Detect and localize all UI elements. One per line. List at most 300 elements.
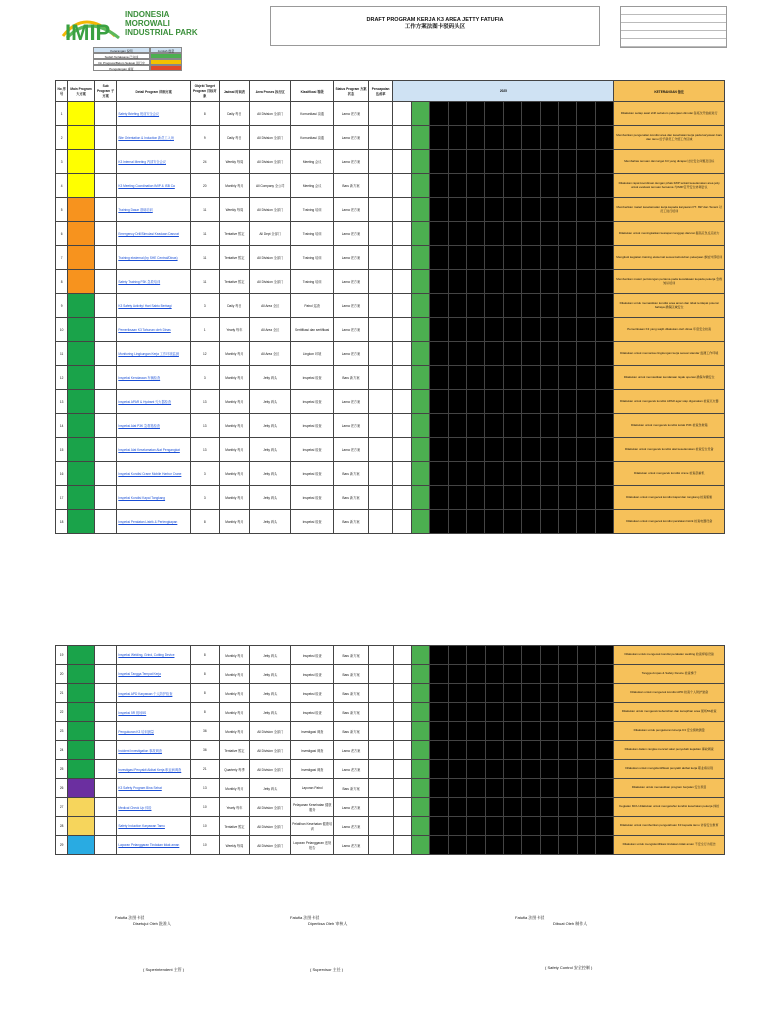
cell-month bbox=[448, 342, 466, 366]
cell-month bbox=[503, 665, 521, 684]
cell-month bbox=[540, 126, 558, 150]
cell-detail[interactable]: K3 Safety Program Bina Sehat bbox=[117, 779, 191, 798]
cell-main bbox=[68, 760, 95, 779]
cell-keterangan: Memberikan materi keselamatan kerja kepada karyawan PT. ISP dan Tenant 对员工进行培训 bbox=[614, 198, 725, 222]
cell-month bbox=[559, 646, 577, 665]
cell-month bbox=[467, 150, 485, 174]
program-table-bottom bbox=[55, 645, 725, 855]
cell-month bbox=[430, 703, 448, 722]
cell-detail[interactable]: Inspeksi Tangga Tempat Kerja bbox=[117, 665, 191, 684]
cell-month bbox=[411, 414, 429, 438]
cell-month bbox=[448, 414, 466, 438]
col-klasifikasi: Klasifikasi 等级 bbox=[291, 81, 334, 102]
cell-no: 5 bbox=[56, 198, 68, 222]
cell-month bbox=[540, 438, 558, 462]
cell-month bbox=[522, 779, 540, 798]
cell-main bbox=[68, 126, 95, 150]
cell-month bbox=[485, 684, 503, 703]
cell-klasifikasi: Investigasi 调查 bbox=[291, 760, 334, 779]
cell-target: 24 bbox=[190, 150, 219, 174]
cell-month bbox=[540, 703, 558, 722]
cell-pencapaian bbox=[368, 462, 393, 486]
cell-month bbox=[540, 150, 558, 174]
cell-month bbox=[595, 102, 614, 126]
cell-month bbox=[522, 366, 540, 390]
cell-detail[interactable]: K3 Internal Meeting 内部安全会议 bbox=[117, 150, 191, 174]
cell-month bbox=[393, 798, 411, 817]
table-row bbox=[56, 126, 725, 150]
cell-detail[interactable]: Safety Briefing 班前安全会议 bbox=[117, 102, 191, 126]
table-row bbox=[56, 222, 725, 246]
cell-month bbox=[577, 414, 595, 438]
cell-month bbox=[393, 270, 411, 294]
cell-month bbox=[448, 665, 466, 684]
cell-target: 3 bbox=[190, 486, 219, 510]
cell-no: 25 bbox=[56, 760, 68, 779]
cell-main bbox=[68, 684, 95, 703]
cell-month bbox=[467, 684, 485, 703]
cell-klasifikasi: Training 培训 bbox=[291, 246, 334, 270]
cell-month bbox=[411, 665, 429, 684]
cell-month bbox=[540, 510, 558, 534]
cell-pencapaian bbox=[368, 817, 393, 836]
cell-status: Baru 新方案 bbox=[334, 779, 369, 798]
cell-detail[interactable]: Inspeksi APD Karyawan 个人防护检查 bbox=[117, 684, 191, 703]
cell-keterangan: Dilakukan untuk memastikan kondisi area aman dan tidak terdapat potensi bahaya 确保区域安全 bbox=[614, 294, 725, 318]
cell-month bbox=[577, 222, 595, 246]
cell-klasifikasi: Lingkon 环境 bbox=[291, 342, 334, 366]
cell-main bbox=[68, 318, 95, 342]
cell-klasifikasi: Inspeksi 检查 bbox=[291, 486, 334, 510]
cell-month bbox=[540, 390, 558, 414]
cell-month bbox=[393, 294, 411, 318]
cell-month bbox=[448, 390, 466, 414]
col-no: No 序号 bbox=[56, 81, 68, 102]
cell-detail[interactable]: Inspeksi Welding, Grind, Cutting Device bbox=[117, 646, 191, 665]
cell-month bbox=[485, 222, 503, 246]
title-cn: 工作方案法图卡驳码头区 bbox=[404, 24, 466, 30]
cell-month bbox=[577, 684, 595, 703]
table-row bbox=[56, 722, 725, 741]
cell-target: 13 bbox=[190, 438, 219, 462]
cell-month bbox=[503, 126, 521, 150]
cell-month bbox=[485, 366, 503, 390]
cell-month bbox=[448, 270, 466, 294]
cell-no: 29 bbox=[56, 836, 68, 855]
cell-keterangan: Dilakukan dalam rangka mencari akar penyebab kejadian 事故调查 bbox=[614, 741, 725, 760]
cell-month bbox=[411, 722, 429, 741]
cell-month bbox=[559, 126, 577, 150]
cell-main bbox=[68, 741, 95, 760]
cell-month bbox=[503, 760, 521, 779]
cell-target: 8 bbox=[191, 646, 220, 665]
cell-status: Lama 老方案 bbox=[334, 246, 369, 270]
cell-area: Jetty 码头 bbox=[250, 366, 291, 390]
cell-target: 8 bbox=[190, 510, 219, 534]
cell-detail[interactable]: Inspeksi Alat P3K 急救箱检查 bbox=[117, 414, 191, 438]
cell-status: Lama 老方案 bbox=[334, 294, 369, 318]
cell-month bbox=[540, 646, 558, 665]
cell-month bbox=[467, 390, 485, 414]
col-target: Objekt Target Program 目标对象 bbox=[190, 81, 219, 102]
cell-keterangan: Membahas temuan dan target K3 yang dicapai 讨论安全问题及目标 bbox=[614, 150, 725, 174]
cell-month bbox=[595, 741, 613, 760]
table-row bbox=[56, 486, 725, 510]
col-area: Area Proses 执行区 bbox=[250, 81, 291, 102]
cell-month bbox=[559, 510, 577, 534]
cell-month bbox=[559, 222, 577, 246]
cell-month bbox=[503, 438, 521, 462]
cell-month bbox=[485, 438, 503, 462]
cell-status: Baru 新方案 bbox=[334, 722, 369, 741]
document-title bbox=[270, 6, 600, 46]
cell-month bbox=[540, 462, 558, 486]
table-row bbox=[56, 366, 725, 390]
cell-main bbox=[68, 510, 95, 534]
cell-month bbox=[577, 665, 595, 684]
cell-detail[interactable]: Inspeksi APAR & Hydrant 灭火器检查 bbox=[117, 390, 191, 414]
cell-pencapaian bbox=[368, 318, 393, 342]
cell-month bbox=[411, 294, 429, 318]
cell-month bbox=[503, 462, 521, 486]
cell-month bbox=[503, 414, 521, 438]
cell-sub bbox=[94, 798, 117, 817]
cell-month bbox=[430, 722, 448, 741]
cell-pencapaian bbox=[368, 294, 393, 318]
cell-no: 26 bbox=[56, 779, 68, 798]
cell-area: All Area 全区 bbox=[250, 342, 291, 366]
cell-month bbox=[467, 294, 485, 318]
cell-target: 8 bbox=[190, 102, 219, 126]
cell-keterangan: Tangga Ampas & Safety Device 检查梯子 bbox=[614, 665, 725, 684]
table-row bbox=[56, 665, 725, 684]
cell-month bbox=[540, 779, 558, 798]
cell-month bbox=[503, 270, 521, 294]
cell-klasifikasi: Inspeksi 检查 bbox=[291, 366, 334, 390]
cell-target: 13 bbox=[191, 779, 220, 798]
cell-keterangan: Dilakukan untuk mengecek kondisi peralatan listrik 检查电器设备 bbox=[614, 510, 725, 534]
cell-klasifikasi: Training 培训 bbox=[291, 198, 334, 222]
cell-klasifikasi: Inspeksi 检查 bbox=[291, 510, 334, 534]
cell-main bbox=[68, 198, 95, 222]
cell-month bbox=[522, 270, 540, 294]
cell-pencapaian bbox=[368, 126, 393, 150]
cell-detail[interactable]: Emergency Drill/Simulasi Keadaan Darurat bbox=[117, 222, 191, 246]
cell-pencapaian bbox=[368, 198, 393, 222]
cell-status: Lama 老方案 bbox=[334, 150, 369, 174]
cell-klasifikasi: Inspeksi 检查 bbox=[291, 684, 334, 703]
sig-role: ( Supervisor 主任 ) bbox=[310, 967, 344, 972]
cell-jadwal: Quarterly 每季 bbox=[219, 760, 250, 779]
cell-month bbox=[485, 318, 503, 342]
cell-month bbox=[577, 646, 595, 665]
cell-no: 8 bbox=[56, 270, 68, 294]
cell-no: 13 bbox=[56, 390, 68, 414]
cell-month bbox=[595, 486, 614, 510]
cell-pencapaian bbox=[368, 342, 393, 366]
cell-month bbox=[448, 174, 466, 198]
cell-target: 8 bbox=[191, 703, 220, 722]
cell-month bbox=[595, 270, 614, 294]
table-row bbox=[56, 150, 725, 174]
cell-month bbox=[467, 760, 485, 779]
cell-detail[interactable]: Incident Investigation 事故调查 bbox=[117, 741, 191, 760]
cell-detail[interactable]: K3 Safety Activity/ Hari Sabtu Berbagi bbox=[117, 294, 191, 318]
cell-month bbox=[485, 294, 503, 318]
legend-swatch-repeat bbox=[150, 65, 182, 71]
cell-sub bbox=[94, 294, 116, 318]
cell-status: Baru 新方案 bbox=[334, 703, 369, 722]
cell-month bbox=[485, 486, 503, 510]
cell-month bbox=[577, 798, 595, 817]
cell-month bbox=[577, 741, 595, 760]
cell-klasifikasi: Sertifikasi dan sertifikasi bbox=[291, 318, 334, 342]
cell-klasifikasi: Pelayanan Kesehatan 健康服务 bbox=[291, 798, 334, 817]
table-row bbox=[56, 102, 725, 126]
cell-month bbox=[448, 836, 466, 855]
cell-target: 8 bbox=[191, 665, 220, 684]
cell-detail[interactable]: Pemeriksaan K3 Tahunan oleh Dinas bbox=[117, 318, 191, 342]
cell-month bbox=[559, 294, 577, 318]
table-row bbox=[56, 414, 725, 438]
col-detail: Detail Program 详细方案 bbox=[117, 81, 191, 102]
cell-detail[interactable]: Medical Check Up 体检 bbox=[117, 798, 191, 817]
cell-month bbox=[540, 817, 558, 836]
sig-by: Disetujui Oleh 批准人 bbox=[133, 921, 172, 926]
cell-jadwal: Monthly 每月 bbox=[219, 646, 250, 665]
cell-month bbox=[430, 342, 448, 366]
cell-pencapaian bbox=[368, 174, 393, 198]
cell-month bbox=[411, 741, 429, 760]
cell-month bbox=[577, 198, 595, 222]
table-row bbox=[56, 779, 725, 798]
table-row bbox=[56, 438, 725, 462]
cell-main bbox=[68, 222, 95, 246]
cell-status: Lama 老方案 bbox=[334, 198, 369, 222]
cell-jadwal: Weekly 每周 bbox=[219, 198, 250, 222]
cell-month bbox=[485, 342, 503, 366]
cell-month bbox=[430, 684, 448, 703]
cell-main bbox=[68, 665, 95, 684]
cell-month bbox=[595, 222, 614, 246]
cell-month bbox=[430, 126, 448, 150]
cell-area: All Division 全部门 bbox=[250, 246, 291, 270]
cell-keterangan: Dilakukan untuk mengecek kondisi kapal dan tongkang 检查船舶 bbox=[614, 486, 725, 510]
cell-detail[interactable]: Training eksternal (by SHE Central/Dinas) bbox=[117, 246, 191, 270]
cell-jadwal: Monthly 每月 bbox=[219, 510, 250, 534]
table-row bbox=[56, 246, 725, 270]
cell-target: 11 bbox=[190, 222, 219, 246]
cell-area: All Company 全公司 bbox=[250, 174, 291, 198]
cell-status: Lama 老方案 bbox=[334, 102, 369, 126]
cell-month bbox=[503, 646, 521, 665]
cell-keterangan: Dilakukan rapat koordinasi dengan pihak IMIP terkait keselamatan area jetty untuk evaluasi temuan bersama 与IMIP召开安全协调会议 bbox=[614, 174, 725, 198]
cell-month bbox=[411, 438, 429, 462]
cell-month bbox=[540, 665, 558, 684]
cell-month bbox=[448, 198, 466, 222]
cell-month bbox=[393, 779, 411, 798]
cell-target: 11 bbox=[190, 246, 219, 270]
cell-detail[interactable]: Inspeksi 5R 现场5S bbox=[117, 703, 191, 722]
cell-month bbox=[522, 198, 540, 222]
cell-area: Jetty 码头 bbox=[250, 462, 291, 486]
cell-detail[interactable]: Pengukuran K3 培训测量 bbox=[117, 722, 191, 741]
cell-month bbox=[485, 741, 503, 760]
cell-pencapaian bbox=[368, 150, 393, 174]
cell-sub bbox=[94, 198, 116, 222]
cell-month bbox=[540, 760, 558, 779]
cell-month bbox=[485, 760, 503, 779]
cell-jadwal: Monthly 每月 bbox=[219, 486, 250, 510]
cell-sub bbox=[94, 126, 116, 150]
cell-month bbox=[595, 836, 613, 855]
cell-month bbox=[430, 222, 448, 246]
cell-month bbox=[393, 102, 411, 126]
cell-month bbox=[448, 102, 466, 126]
cell-detail[interactable]: K3 Meeting Coordination IMIP & ISB Ca bbox=[117, 174, 191, 198]
cell-month bbox=[393, 198, 411, 222]
table-row bbox=[56, 318, 725, 342]
cell-month bbox=[577, 486, 595, 510]
cell-detail[interactable]: Inspeksi Kondisi Crane Mobile Harbor Crane bbox=[117, 462, 191, 486]
cell-month bbox=[448, 126, 466, 150]
cell-month bbox=[559, 462, 577, 486]
cell-pencapaian bbox=[368, 102, 393, 126]
table-row bbox=[56, 294, 725, 318]
cell-month bbox=[393, 150, 411, 174]
cell-main bbox=[68, 294, 95, 318]
cell-sub bbox=[94, 760, 117, 779]
cell-month bbox=[503, 684, 521, 703]
cell-month bbox=[522, 222, 540, 246]
cell-keterangan: Dilakukan untuk mengidentifikasi tindakan tidak aman 不安全行为报告 bbox=[614, 836, 725, 855]
cell-detail[interactable]: Laporan Pelanggaran Tindakan tidak aman bbox=[117, 836, 191, 855]
cell-month bbox=[577, 438, 595, 462]
program-table bbox=[55, 80, 725, 534]
cell-month bbox=[595, 817, 613, 836]
cell-main bbox=[68, 836, 95, 855]
cell-detail[interactable]: Training Dasar 基础培训 bbox=[117, 198, 191, 222]
cell-jadwal: Tentative 暂定 bbox=[219, 741, 250, 760]
cell-no: 7 bbox=[56, 246, 68, 270]
cell-month bbox=[430, 779, 448, 798]
cell-month bbox=[393, 722, 411, 741]
cell-month bbox=[577, 318, 595, 342]
cell-month bbox=[540, 722, 558, 741]
table-row bbox=[56, 174, 725, 198]
cell-area: All Division 全部门 bbox=[250, 270, 291, 294]
cell-jadwal: Monthly 每月 bbox=[219, 438, 250, 462]
cell-main bbox=[68, 414, 95, 438]
cell-month bbox=[485, 270, 503, 294]
cell-month bbox=[503, 174, 521, 198]
cell-month bbox=[430, 486, 448, 510]
cell-month bbox=[393, 390, 411, 414]
cell-detail[interactable]: Inspeksi Kondisi Kapal Tongkang bbox=[117, 486, 191, 510]
cell-target: 10 bbox=[191, 817, 220, 836]
cell-detail[interactable]: Safety Training P3K 急救培训 bbox=[117, 270, 191, 294]
cell-month bbox=[595, 366, 614, 390]
table-row bbox=[56, 684, 725, 703]
cell-area: Jetty 码头 bbox=[250, 646, 291, 665]
cell-detail[interactable]: Monitoring Lingkungan Kerja 工作环境监测 bbox=[117, 342, 191, 366]
cell-klasifikasi: Inspeksi 检查 bbox=[291, 462, 334, 486]
cell-klasifikasi: Komunikasi 沟通 bbox=[291, 102, 334, 126]
cell-month bbox=[595, 703, 613, 722]
cell-jadwal: Monthly 每月 bbox=[219, 366, 250, 390]
cell-month bbox=[540, 486, 558, 510]
program-table-top bbox=[55, 80, 725, 534]
cell-keterangan: Dilakukan untuk pengukuran kinerja K3 安全绩效测量 bbox=[614, 722, 725, 741]
cell-klasifikasi: Investigasi 调查 bbox=[291, 722, 334, 741]
cell-keterangan: Dilakukan untuk mengecek kondisi kotak P3K 检查急救箱 bbox=[614, 414, 725, 438]
cell-sub bbox=[94, 779, 117, 798]
cell-jadwal: Daily 每日 bbox=[219, 102, 250, 126]
cell-month bbox=[595, 318, 614, 342]
cell-month bbox=[485, 510, 503, 534]
cell-pencapaian bbox=[368, 703, 393, 722]
col-main: Main Program 大方案 bbox=[68, 81, 95, 102]
sig-by: Dibuat Oleh 制作人 bbox=[553, 921, 588, 926]
logo-line-2: MOROWALI bbox=[125, 19, 170, 28]
cell-month bbox=[559, 703, 577, 722]
table-row bbox=[56, 798, 725, 817]
cell-detail[interactable]: Investigasi Penyakit Akibat Kerja 职业病调查 bbox=[117, 760, 191, 779]
cell-pencapaian bbox=[368, 222, 393, 246]
signature-made bbox=[515, 915, 592, 971]
cell-month bbox=[448, 222, 466, 246]
cell-detail[interactable]: Inspeksi Kendaraan 车辆检查 bbox=[117, 366, 191, 390]
cell-detail[interactable]: Site Orientation & Induction 新员工入场 bbox=[117, 126, 191, 150]
cell-month bbox=[503, 246, 521, 270]
cell-month bbox=[430, 150, 448, 174]
cell-month bbox=[393, 486, 411, 510]
cell-status: Baru 新方案 bbox=[334, 462, 369, 486]
cell-month bbox=[559, 779, 577, 798]
cell-month bbox=[393, 665, 411, 684]
cell-month bbox=[467, 342, 485, 366]
cell-sub bbox=[94, 836, 117, 855]
cell-month bbox=[559, 836, 577, 855]
cell-month bbox=[577, 174, 595, 198]
cell-month bbox=[430, 366, 448, 390]
cell-month bbox=[393, 222, 411, 246]
cell-area: All Area 全区 bbox=[250, 294, 291, 318]
cell-detail[interactable]: Inspeksi Alat Keselamatan Alat Pengangkat bbox=[117, 438, 191, 462]
cell-area: Jetty 码头 bbox=[250, 438, 291, 462]
cell-area: Jetty 码头 bbox=[250, 665, 291, 684]
cell-area: All Division 全部门 bbox=[250, 126, 291, 150]
cell-detail[interactable]: Inspeksi Peralatan Listrik & Perlengkapan bbox=[117, 510, 191, 534]
cell-month bbox=[448, 779, 466, 798]
program-table bbox=[55, 645, 725, 855]
cell-month bbox=[485, 126, 503, 150]
cell-month bbox=[467, 486, 485, 510]
table-row bbox=[56, 510, 725, 534]
cell-month bbox=[430, 646, 448, 665]
cell-target: 20 bbox=[190, 174, 219, 198]
cell-target: 21 bbox=[191, 760, 220, 779]
cell-jadwal: Weekly 每周 bbox=[219, 836, 250, 855]
cell-month bbox=[448, 486, 466, 510]
cell-status: Lama 老方案 bbox=[334, 836, 369, 855]
cell-keterangan: Dilakukan untuk meningkatkan kesiapan tanggap darurat 提高应急反应能力 bbox=[614, 222, 725, 246]
cell-detail[interactable]: Safety Induction Karyawan Tamu bbox=[117, 817, 191, 836]
cell-klasifikasi: Inspeksi 检查 bbox=[291, 438, 334, 462]
cell-month bbox=[411, 246, 429, 270]
cell-jadwal: Monthly 每月 bbox=[219, 342, 250, 366]
cell-month bbox=[393, 510, 411, 534]
